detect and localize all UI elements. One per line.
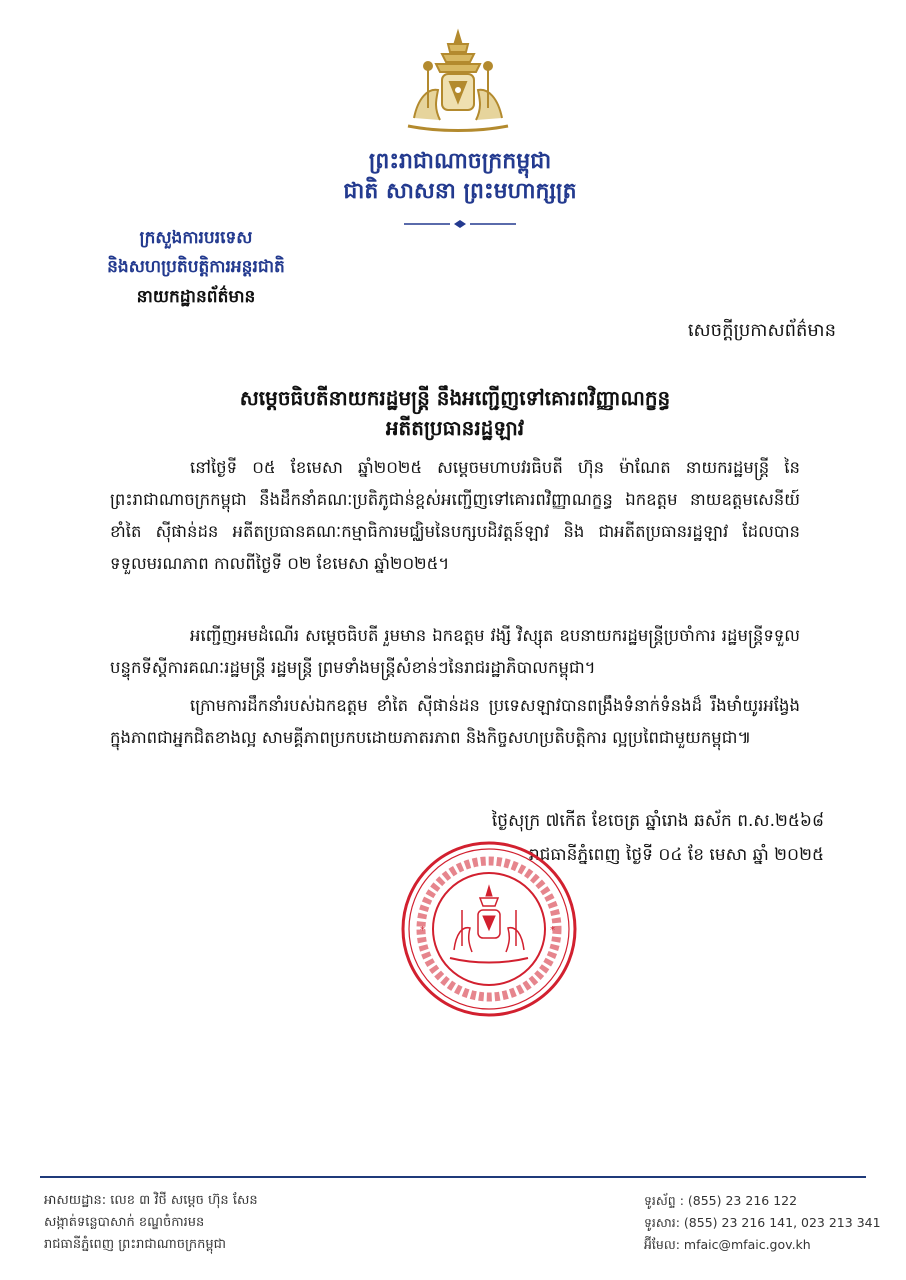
paragraph-2-text: អញ្ជើញអមដំណើរ សម្តេចធិបតី រួមមាន ឯកឧត្តម វង្សី វិស្សុត ឧបនាយករដ្ឋមន្ត្រីប្រចាំការ រដ្ឋមន្ត្រីទទួលបន្ទុកទីស្តីការគណៈរដ្ឋមន្ត្រី រដ្ឋមន្ត្រី ព្រមទាំងមន្ត្រីសំខាន់ៗនៃរាជរដ្ឋាភិបាលកម្ពុជា។ — [110, 626, 800, 677]
royal-arms-emblem-icon — [398, 28, 518, 140]
fax-number: ទូរសារ: (855) 23 216 141, 023 213 341 — [644, 1215, 881, 1230]
body-paragraph-3 — [110, 690, 800, 754]
ornament-divider-icon — [400, 220, 520, 228]
footer-contacts — [644, 1190, 884, 1256]
phone-number: ទូរស័ព្ទ : (855) 23 216 122 — [644, 1193, 798, 1208]
document-type: សេចក្តីប្រកាសព័ត៌មាន — [687, 320, 836, 341]
official-seal-stamp-icon — [398, 838, 580, 1020]
lunar-date: ថ្ងៃសុក្រ ៧កើត ខែចេត្រ ឆ្នាំរោង ឆស័ក ព.ស.២៥៦៨ — [491, 811, 824, 831]
kingdom-header — [290, 146, 630, 236]
ministry-line-2: និងសហប្រតិបត្តិការអន្តរជាតិ — [107, 257, 285, 277]
kingdom-name: ព្រះរាជាណាចក្រកម្ពុជា — [368, 148, 552, 174]
title-line-2: អតីតប្រធានរដ្ឋឡាវ — [385, 416, 525, 440]
svg-text:*: * — [420, 925, 425, 936]
ministry-name — [66, 224, 326, 282]
ministry-line-1: ក្រសួងការបរទេស — [139, 228, 253, 248]
footer-divider — [40, 1176, 866, 1178]
footer-address — [44, 1190, 484, 1256]
address-line-2: សង្កាត់ទន្លេបាសាក់ ខណ្ឌចំការមន — [44, 1215, 205, 1230]
body-paragraph-2 — [110, 620, 800, 684]
paragraph-3-text: ក្រោមការដឹកនាំរបស់ឯកឧត្តម ខាំតៃ ស៊ីផាន់ដន ប្រទេសឡាវបានពង្រឹងទំនាក់ទំនងដ៏ រឹងមាំយូរអង្វែងក្នុងភាពជាអ្នកជិតខាងល្អ សាមគ្គីភាពប្រកបដោយភាតរភាព និងកិច្ចសហប្រតិបត្តិការ ល្អប្រពៃជាមួយកម្ពុជា៕ — [110, 696, 800, 747]
body-paragraph-1 — [110, 452, 800, 580]
address-line-3: រាជធានីភ្នំពេញ ព្រះរាជាណាចក្រកម្ពុជា — [44, 1237, 226, 1252]
svg-text:*: * — [550, 925, 555, 936]
department-name: នាយកដ្ឋានព័ត៌មាន — [136, 287, 256, 307]
national-motto: ជាតិ សាសនា ព្រះមហាក្សត្រ — [343, 178, 577, 204]
solar-date: រាជធានីភ្នំពេញ ថ្ងៃទី ០៤ ខែ មេសា ឆ្នាំ ២០២៥ — [528, 845, 824, 865]
address-line-1: អាសយដ្ឋាន: លេខ ៣ វិថី សម្តេច ហ៊ុន សែន — [44, 1193, 258, 1208]
title-line-1: សម្តេចធិបតីនាយករដ្ឋមន្រ្តី នឹងអញ្ជើញទៅគោរពវិញ្ញាណក្ខន្ធ — [239, 386, 671, 410]
email-address: អ៊ីមែល: mfaic@mfaic.gov.kh — [644, 1237, 811, 1252]
paragraph-1-text: នៅថ្ងៃទី ០៥ ខែមេសា ឆ្នាំ២០២៥ សម្តេចមហាបវរធិបតី ហ៊ុន ម៉ាណែត នាយករដ្ឋមន្ត្រី នៃព្រះរាជាណាចក្រកម្ពុជា នឹងដឹកនាំគណៈប្រតិភូជាន់ខ្ពស់អញ្ជើញទៅគោរពវិញ្ញាណក្ខន្ធ ឯកឧត្តម នាយឧត្តមសេនីយ៍ ខាំតៃ ស៊ីផាន់ដន អតីតប្រធានគណៈកម្មាធិការមជ្ឈិមនៃបក្សបដិវត្តន៍ឡាវ និង ជាអតីតប្រធានរដ្ឋឡាវ ដែលបានទទួលមរណភាព កាលពីថ្ងៃទី ០២ ខែមេសា ឆ្នាំ២០២៥។ — [110, 458, 800, 573]
document-title — [110, 383, 800, 443]
